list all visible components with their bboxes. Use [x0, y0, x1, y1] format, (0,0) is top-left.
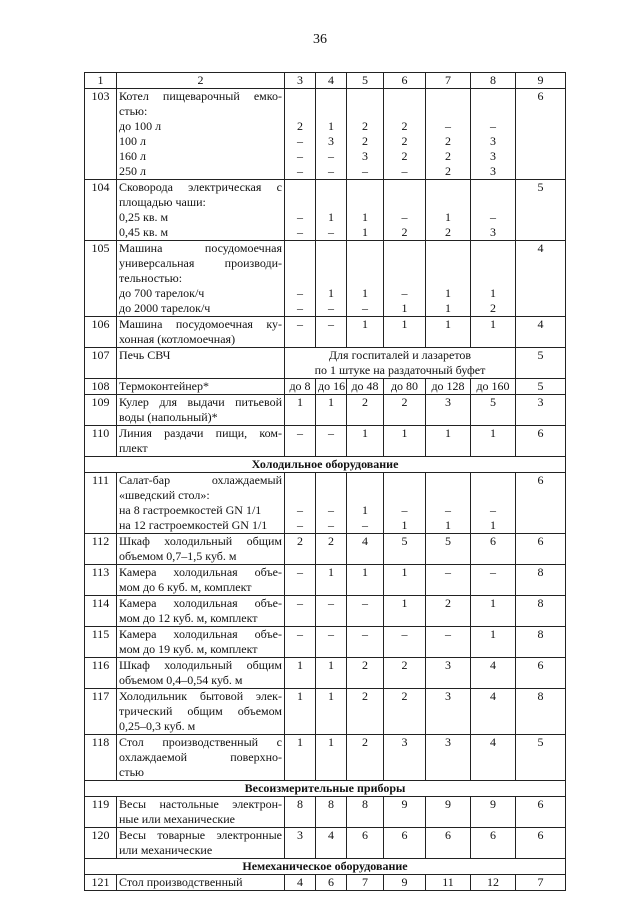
value-cell: –	[316, 225, 347, 241]
value-cell: –	[347, 518, 384, 534]
table-row	[85, 89, 566, 105]
item-title: Машина посудомоечная ку-	[117, 317, 285, 333]
item-title: универсальная производи-	[117, 256, 285, 271]
value-cell: –	[285, 565, 316, 581]
value-cell: 6	[316, 875, 347, 891]
table-row	[85, 719, 566, 735]
merged-note: по 1 штуке на раздаточный буфет	[285, 363, 516, 379]
row-number: 105	[85, 241, 117, 257]
item-title: плект	[117, 441, 285, 457]
table-row	[85, 596, 566, 612]
value-cell: –	[285, 134, 316, 149]
table-row	[85, 704, 566, 719]
value-cell: –	[471, 210, 516, 225]
item-title: мом до 6 куб. м, комплект	[117, 580, 285, 596]
norm-cell: 6	[516, 426, 566, 442]
row-number: 121	[85, 875, 117, 891]
table-row	[85, 332, 566, 348]
item-title: ные или механические	[117, 812, 285, 828]
value-cell: –	[384, 503, 426, 518]
row-number: 118	[85, 735, 117, 751]
value-cell: 8	[347, 797, 384, 813]
table-row	[85, 363, 566, 379]
value-cell: до 160	[471, 379, 516, 395]
row-number: 117	[85, 689, 117, 705]
value-cell: 1	[316, 689, 347, 705]
value-cell: 3	[426, 689, 471, 705]
value-cell: –	[285, 210, 316, 225]
value-cell: 4	[316, 828, 347, 844]
table-row	[85, 518, 566, 534]
value-cell: 1	[471, 286, 516, 301]
value-cell: 1	[384, 596, 426, 612]
row-number: 106	[85, 317, 117, 333]
section-header	[85, 781, 566, 797]
table-row	[85, 301, 566, 317]
value-cell: 2	[285, 119, 316, 134]
header-cell: 1	[85, 73, 117, 89]
value-cell: 1	[426, 426, 471, 442]
value-cell: 1	[471, 596, 516, 612]
value-cell: 1	[316, 395, 347, 411]
table-row	[85, 441, 566, 457]
value-cell: –	[384, 627, 426, 643]
row-number: 111	[85, 473, 117, 489]
header-cell: 5	[347, 73, 384, 89]
value-cell: 4	[471, 658, 516, 674]
row-number: 116	[85, 658, 117, 674]
row-number: 114	[85, 596, 117, 612]
table-row	[85, 134, 566, 149]
section-title: Холодильное оборудование	[85, 457, 566, 473]
table-row	[85, 812, 566, 828]
table-row	[85, 149, 566, 164]
value-cell: 9	[426, 797, 471, 813]
value-cell: 1	[426, 317, 471, 333]
table-row	[85, 395, 566, 411]
value-cell: –	[316, 596, 347, 612]
value-cell: 5	[471, 395, 516, 411]
item-title: Холодильник бытовой элек-	[117, 689, 285, 705]
value-cell: 1	[316, 286, 347, 301]
item-title: Камера холодильная объе-	[117, 596, 285, 612]
table-row	[85, 611, 566, 627]
header-cell: 9	[516, 73, 566, 89]
item-title: мом до 12 куб. м, комплект	[117, 611, 285, 627]
table-row	[85, 473, 566, 489]
sub-item-label: на 12 гастроемкостей GN 1/1	[117, 518, 285, 534]
table-row	[85, 642, 566, 658]
value-cell: –	[316, 518, 347, 534]
table-row	[85, 843, 566, 859]
item-title: Машина посудомоечная	[117, 241, 285, 257]
value-cell: 2	[347, 689, 384, 705]
value-cell: 1	[316, 119, 347, 134]
norm-cell: 8	[516, 596, 566, 612]
value-cell: –	[285, 627, 316, 643]
value-cell: 3	[285, 828, 316, 844]
item-title: Печь СВЧ	[117, 348, 285, 364]
value-cell: –	[285, 503, 316, 518]
value-cell: –	[285, 225, 316, 241]
header-row	[85, 73, 566, 89]
value-cell: 2	[347, 395, 384, 411]
value-cell: –	[285, 518, 316, 534]
header-cell: 8	[471, 73, 516, 89]
value-cell: 1	[316, 658, 347, 674]
row-number: 112	[85, 534, 117, 550]
norm-cell: 8	[516, 565, 566, 581]
value-cell: 4	[471, 689, 516, 705]
value-cell: 3	[426, 395, 471, 411]
value-cell: –	[316, 149, 347, 164]
table-row	[85, 225, 566, 241]
norm-cell: 5	[516, 379, 566, 395]
norm-cell: 7	[516, 875, 566, 891]
value-cell: 1	[316, 735, 347, 751]
table-row	[85, 379, 566, 395]
table-row	[85, 256, 566, 271]
value-cell: 6	[384, 828, 426, 844]
value-cell: 1	[384, 317, 426, 333]
item-title: стью	[117, 765, 285, 781]
value-cell: 2	[426, 149, 471, 164]
item-title: охлаждаемой поверхно-	[117, 750, 285, 765]
table-row	[85, 410, 566, 426]
section-title: Немеханическое оборудование	[85, 859, 566, 875]
value-cell: –	[285, 301, 316, 317]
item-title: объемом 0,7–1,5 куб. м	[117, 549, 285, 565]
table-row	[85, 828, 566, 844]
value-cell: 2	[384, 689, 426, 705]
value-cell: 2	[426, 164, 471, 180]
item-title: 0,25–0,3 куб. м	[117, 719, 285, 735]
norm-cell: 4	[516, 241, 566, 257]
value-cell: –	[316, 426, 347, 442]
value-cell: 8	[316, 797, 347, 813]
table-row	[85, 210, 566, 225]
value-cell: 2	[471, 301, 516, 317]
sub-item-label: 100 л	[117, 134, 285, 149]
table-row	[85, 488, 566, 503]
value-cell: до 80	[384, 379, 426, 395]
table-row	[85, 286, 566, 301]
table-row	[85, 549, 566, 565]
value-cell: 1	[347, 210, 384, 225]
value-cell: –	[285, 149, 316, 164]
section-header	[85, 457, 566, 473]
value-cell: –	[316, 317, 347, 333]
item-title: хонная (котломоечная)	[117, 332, 285, 348]
merged-note: Для госпиталей и лазаретов	[285, 348, 516, 364]
value-cell: 2	[384, 149, 426, 164]
table-row	[85, 241, 566, 257]
value-cell: 3	[426, 735, 471, 751]
value-cell: –	[285, 426, 316, 442]
value-cell: 6	[347, 828, 384, 844]
value-cell: –	[384, 286, 426, 301]
norm-cell: 8	[516, 627, 566, 643]
row-number: 103	[85, 89, 117, 105]
value-cell: 3	[471, 164, 516, 180]
value-cell: –	[426, 565, 471, 581]
value-cell: 1	[384, 518, 426, 534]
value-cell: –	[316, 627, 347, 643]
item-title: трический общим объемом	[117, 704, 285, 719]
item-title: Кулер для выдачи питьевой	[117, 395, 285, 411]
item-title: или механические	[117, 843, 285, 859]
value-cell: 1	[347, 225, 384, 241]
item-title: воды (напольный)*	[117, 410, 285, 426]
table-row	[85, 180, 566, 196]
item-title: Стол производственный с	[117, 735, 285, 751]
row-number: 104	[85, 180, 117, 196]
item-title: тельностью:	[117, 271, 285, 286]
item-title: Линия раздачи пищи, ком-	[117, 426, 285, 442]
item-title: Весы товарные электронные	[117, 828, 285, 844]
value-cell: –	[384, 164, 426, 180]
value-cell: –	[426, 119, 471, 134]
norm-cell: 6	[516, 658, 566, 674]
value-cell: 1	[384, 301, 426, 317]
value-cell: 1	[347, 286, 384, 301]
value-cell: до 128	[426, 379, 471, 395]
value-cell: 5	[426, 534, 471, 550]
value-cell: –	[347, 627, 384, 643]
table-row	[85, 735, 566, 751]
norm-cell: 5	[516, 180, 566, 196]
sub-item-label: до 100 л	[117, 119, 285, 134]
value-cell: 1	[347, 503, 384, 518]
value-cell: 2	[347, 119, 384, 134]
value-cell: 9	[471, 797, 516, 813]
sub-item-label: до 2000 тарелок/ч	[117, 301, 285, 317]
equipment-table	[84, 72, 566, 891]
value-cell: 2	[316, 534, 347, 550]
table-row	[85, 750, 566, 765]
value-cell: 4	[347, 534, 384, 550]
item-title: мом до 19 куб. м, комплект	[117, 642, 285, 658]
value-cell: –	[347, 596, 384, 612]
value-cell: 1	[471, 518, 516, 534]
table-row	[85, 426, 566, 442]
value-cell: –	[285, 317, 316, 333]
value-cell: 2	[384, 395, 426, 411]
table-row	[85, 797, 566, 813]
value-cell: –	[347, 301, 384, 317]
item-title: Весы настольные электрон-	[117, 797, 285, 813]
value-cell: 6	[471, 828, 516, 844]
header-cell: 7	[426, 73, 471, 89]
table-row	[85, 164, 566, 180]
value-cell: 1	[471, 627, 516, 643]
row-number: 119	[85, 797, 117, 813]
table-row	[85, 565, 566, 581]
value-cell: 1	[426, 286, 471, 301]
item-title: Шкаф холодильный общим	[117, 658, 285, 674]
value-cell: –	[384, 210, 426, 225]
value-cell: до 48	[347, 379, 384, 395]
value-cell: 2	[347, 735, 384, 751]
norm-cell: 6	[516, 89, 566, 105]
item-title: Камера холодильная объе-	[117, 627, 285, 643]
table-row	[85, 627, 566, 643]
value-cell: 1	[347, 565, 384, 581]
sub-item-label: до 700 тарелок/ч	[117, 286, 285, 301]
value-cell: –	[347, 164, 384, 180]
sub-item-label: 250 л	[117, 164, 285, 180]
table-row	[85, 271, 566, 286]
sub-item-label: 0,25 кв. м	[117, 210, 285, 225]
norm-cell: 6	[516, 473, 566, 489]
table-row	[85, 580, 566, 596]
table-row	[85, 658, 566, 674]
item-title: площадью чаши:	[117, 195, 285, 210]
item-title: Стол производственный	[117, 875, 285, 891]
table-row	[85, 119, 566, 134]
value-cell: 4	[471, 735, 516, 751]
value-cell: –	[471, 503, 516, 518]
value-cell: –	[426, 503, 471, 518]
item-title: «шведский стол»:	[117, 488, 285, 503]
value-cell: 2	[426, 134, 471, 149]
value-cell: –	[285, 596, 316, 612]
value-cell: 6	[426, 828, 471, 844]
value-cell: 12	[471, 875, 516, 891]
item-title: Салат-бар охлаждаемый	[117, 473, 285, 489]
sub-item-label: 160 л	[117, 149, 285, 164]
table-row	[85, 317, 566, 333]
value-cell: 2	[384, 134, 426, 149]
item-title: Котел пищеварочный емко-	[117, 89, 285, 105]
value-cell: 1	[347, 317, 384, 333]
section-title: Весоизмерительные приборы	[85, 781, 566, 797]
value-cell: –	[316, 503, 347, 518]
section-header	[85, 859, 566, 875]
value-cell: 8	[285, 797, 316, 813]
value-cell: 2	[347, 658, 384, 674]
item-title: Термоконтейнер*	[117, 379, 285, 395]
item-title: Сковорода электрическая с	[117, 180, 285, 196]
row-number: 115	[85, 627, 117, 643]
value-cell: 1	[316, 565, 347, 581]
norm-cell: 4	[516, 317, 566, 333]
header-cell: 2	[117, 73, 285, 89]
row-number: 107	[85, 348, 117, 364]
page-number: 36	[313, 32, 327, 47]
sub-item-label: на 8 гастроемкостей GN 1/1	[117, 503, 285, 518]
value-cell: 1	[384, 565, 426, 581]
value-cell: –	[316, 301, 347, 317]
norm-cell: 6	[516, 828, 566, 844]
table-row	[85, 195, 566, 210]
value-cell: 3	[471, 134, 516, 149]
table-row	[85, 875, 566, 891]
value-cell: 2	[384, 658, 426, 674]
row-number: 108	[85, 379, 117, 395]
value-cell: 1	[471, 317, 516, 333]
norm-cell: 6	[516, 534, 566, 550]
value-cell: 3	[316, 134, 347, 149]
value-cell: 1	[426, 518, 471, 534]
value-cell: 1	[426, 301, 471, 317]
value-cell: 6	[471, 534, 516, 550]
value-cell: 1	[471, 426, 516, 442]
value-cell: 4	[285, 875, 316, 891]
table-row	[85, 534, 566, 550]
table-row	[85, 348, 566, 364]
norm-cell: 8	[516, 689, 566, 705]
value-cell: 1	[426, 210, 471, 225]
value-cell: 9	[384, 875, 426, 891]
value-cell: 2	[285, 534, 316, 550]
table-row	[85, 689, 566, 705]
norm-cell: 5	[516, 735, 566, 751]
value-cell: 1	[285, 658, 316, 674]
value-cell: –	[426, 627, 471, 643]
item-title: Шкаф холодильный общим	[117, 534, 285, 550]
value-cell: 2	[426, 225, 471, 241]
value-cell: 11	[426, 875, 471, 891]
value-cell: до 8	[285, 379, 316, 395]
value-cell: 1	[384, 426, 426, 442]
value-cell: 7	[347, 875, 384, 891]
value-cell: –	[316, 164, 347, 180]
table-row	[85, 673, 566, 689]
value-cell: –	[471, 119, 516, 134]
value-cell: 1	[285, 395, 316, 411]
header-cell: 3	[285, 73, 316, 89]
value-cell: 2	[426, 596, 471, 612]
row-number: 113	[85, 565, 117, 581]
item-title: объемом 0,4–0,54 куб. м	[117, 673, 285, 689]
value-cell: 3	[347, 149, 384, 164]
value-cell: 1	[316, 210, 347, 225]
value-cell: 3	[426, 658, 471, 674]
value-cell: 3	[384, 735, 426, 751]
row-number: 109	[85, 395, 117, 411]
table-row	[85, 104, 566, 119]
value-cell: 2	[384, 225, 426, 241]
value-cell: –	[285, 164, 316, 180]
row-number: 120	[85, 828, 117, 844]
item-title: стью:	[117, 104, 285, 119]
value-cell: 3	[471, 225, 516, 241]
value-cell: 3	[471, 149, 516, 164]
norm-cell: 6	[516, 797, 566, 813]
value-cell: 2	[384, 119, 426, 134]
value-cell: –	[471, 565, 516, 581]
value-cell: 1	[285, 689, 316, 705]
value-cell: 1	[285, 735, 316, 751]
value-cell: 5	[384, 534, 426, 550]
value-cell: до 16	[316, 379, 347, 395]
header-cell: 6	[384, 73, 426, 89]
table-row	[85, 765, 566, 781]
value-cell: 9	[384, 797, 426, 813]
row-number: 110	[85, 426, 117, 442]
value-cell: –	[285, 286, 316, 301]
header-cell: 4	[316, 73, 347, 89]
table-row	[85, 503, 566, 518]
sub-item-label: 0,45 кв. м	[117, 225, 285, 241]
norm-cell: 3	[516, 395, 566, 411]
value-cell: 2	[347, 134, 384, 149]
value-cell: 1	[347, 426, 384, 442]
norm-cell: 5	[516, 348, 566, 364]
item-title: Камера холодильная объе-	[117, 565, 285, 581]
